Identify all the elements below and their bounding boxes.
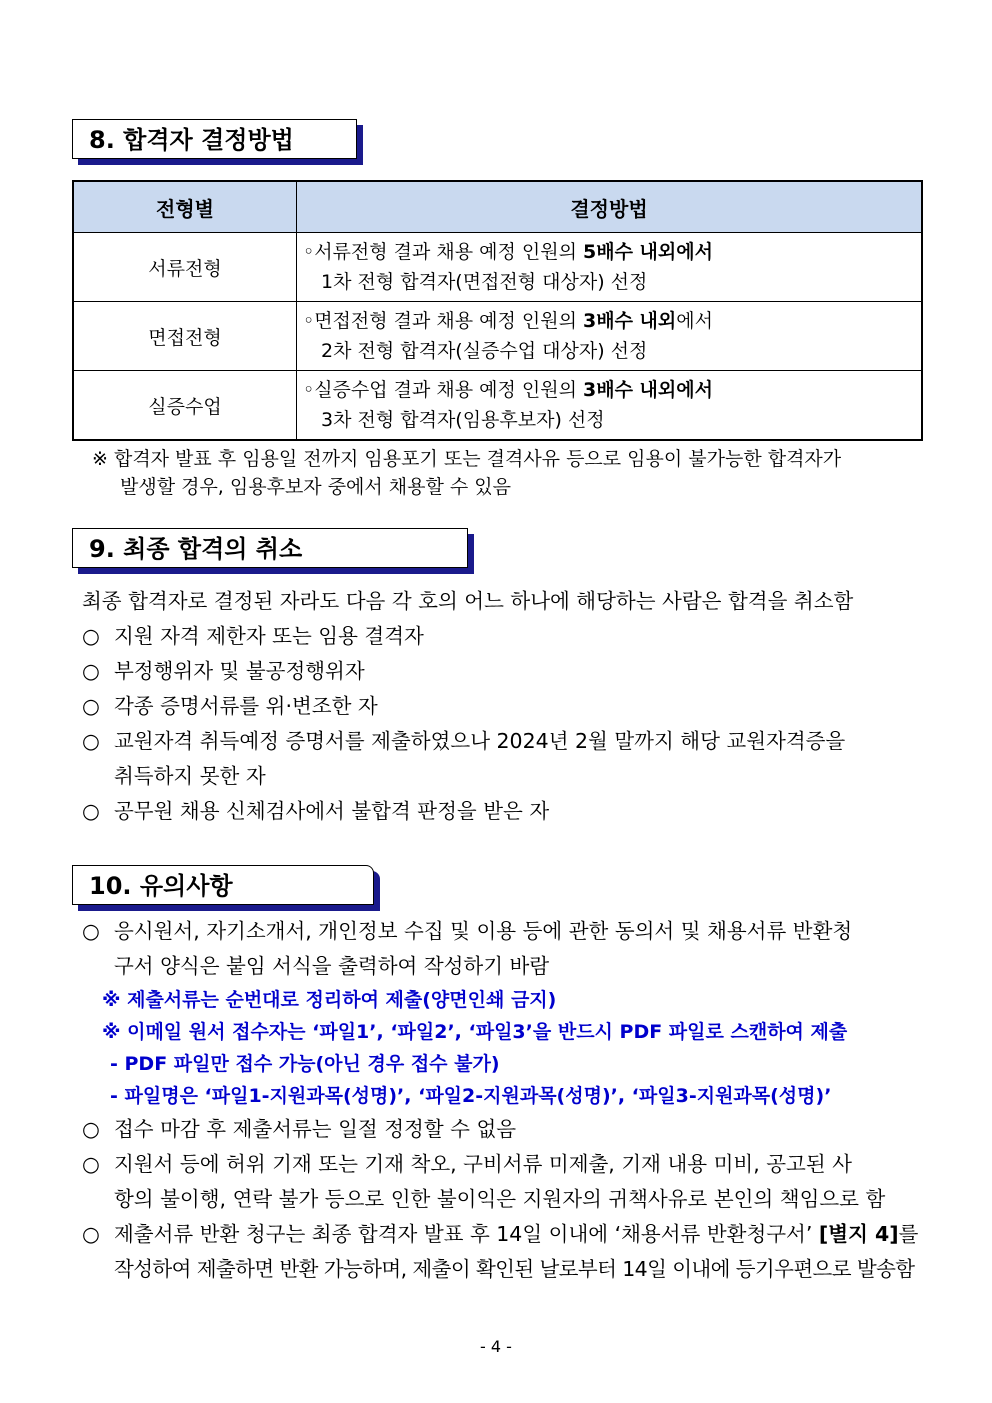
stage-cell: 실증수업: [73, 371, 297, 441]
section9-intro: 최종 합격자로 결정된 자라도 다음 각 호의 어느 하나에 해당하는 사람은 합격을 취소함: [82, 589, 854, 613]
list-item: ○ 교원자격 취득예정 증명서를 제출하였으나 2024년 2월 말까지 해당 교원자격증을: [82, 729, 846, 753]
section10-title: 10. 유의사항: [72, 865, 374, 905]
section9-body: [82, 584, 924, 829]
blue-note-3: - PDF 파일만 접수 가능(아닌 경우 접수 불가): [110, 1053, 500, 1075]
table-row: [73, 233, 922, 302]
blue-note-2: ※ 이메일 원서 접수자는 ‘파일1’, ‘파일2’, ‘파일3’을 반드시 PDF 파일로 스캔하여 제출: [102, 1021, 848, 1043]
stage-cell: 서류전형: [73, 233, 297, 302]
method-cell: ◦서류전형 결과 채용 예정 인원의 5배수 내외에서 1차 전형 합격자(면접전형 대상자) 선정: [297, 233, 923, 302]
list-item: ○ 지원 자격 제한자 또는 임용 결격자: [82, 624, 424, 648]
section9-title: 9. 최종 합격의 취소: [72, 528, 468, 568]
list-item: ○ 접수 마감 후 제출서류는 일절 정정할 수 없음: [82, 1117, 517, 1141]
list-item: ○ 응시원서, 자기소개서, 개인정보 수집 및 이용 등에 관한 동의서 및 채용서류 반환청: [82, 919, 853, 943]
list-item: ○ 공무원 채용 신체검사에서 불합격 판정을 받은 자: [82, 799, 550, 823]
page-number: - 4 -: [480, 1337, 512, 1356]
section10-body: [82, 914, 924, 1287]
list-item: ○ 지원서 등에 허위 기재 또는 기재 착오, 구비서류 미제출, 기재 내용 미비, 공고된 사: [82, 1152, 852, 1176]
section8-note: ※ 합격자 발표 후 임용일 전까지 임용포기 또는 결격사유 등으로 임용이 불가능한 합격자가 발생할 경우, 임용후보자 중에서 채용할 수 있음: [92, 448, 842, 498]
header-method: 결정방법: [297, 181, 923, 233]
table-header-row: [73, 181, 922, 233]
list-item: ○ 각종 증명서류를 위·변조한 자: [82, 694, 378, 718]
list-item: ○ 제출서류 반환 청구는 최종 합격자 발표 후 14일 이내에 ‘채용서류 반환청구서’ [별지 4]를: [82, 1222, 919, 1246]
blue-note-1: ※ 제출서류는 순번대로 정리하여 제출(양면인쇄 금지): [102, 989, 557, 1011]
header-stage: 전형별: [73, 181, 297, 233]
method-cell: ◦실증수업 결과 채용 예정 인원의 3배수 내외에서 3차 전형 합격자(임용후보자) 선정: [297, 371, 923, 441]
blue-note-4: - 파일명은 ‘파일1-지원과목(성명)’, ‘파일2-지원과목(성명)’, ‘파일3-지원과목(성명)’: [110, 1085, 832, 1107]
section8-title: 8. 합격자 결정방법: [72, 119, 357, 159]
table-row: [73, 302, 922, 371]
decision-table: [72, 180, 923, 441]
list-item-continuation: 취득하지 못한 자: [114, 764, 266, 788]
table-row: [73, 371, 922, 441]
list-item-continuation: 작성하여 제출하면 반환 가능하며, 제출이 확인된 날로부터 14일 이내에 등기우편으로 발송함: [114, 1257, 915, 1281]
list-item-continuation: 항의 불이행, 연락 불가 등으로 인한 불이익은 지원자의 귀책사유로 본인의 책임으로 함: [114, 1187, 886, 1211]
list-item: ○ 부정행위자 및 불공정행위자: [82, 659, 365, 683]
stage-cell: 면접전형: [73, 302, 297, 371]
method-cell: ◦면접전형 결과 채용 예정 인원의 3배수 내외에서 2차 전형 합격자(실증수업 대상자) 선정: [297, 302, 923, 371]
list-item-continuation: 구서 양식은 붙임 서식을 출력하여 작성하기 바람: [114, 954, 550, 978]
